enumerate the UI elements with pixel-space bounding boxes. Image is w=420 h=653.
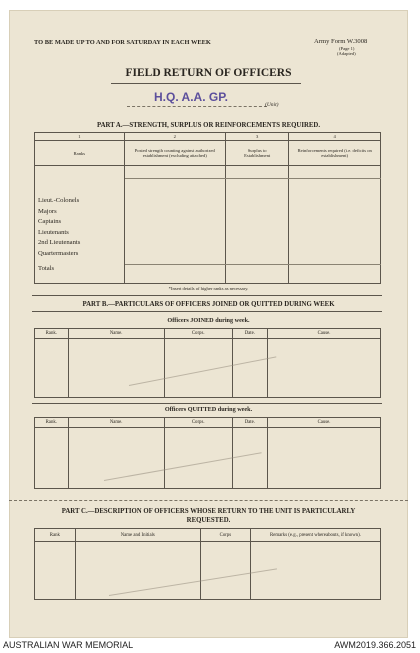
quitted-date-cell[interactable] <box>232 428 267 489</box>
col-num-2: 2 <box>124 133 225 141</box>
part-c-rank-cell[interactable] <box>35 542 76 600</box>
adapted-note: (Adapted) <box>337 51 356 56</box>
joined-col-cause: Cause. <box>268 329 381 339</box>
quitted-col-name: Name. <box>68 418 164 428</box>
col-header-posted: Posted strength counting against authorized establishment (excluding attached) <box>124 141 225 166</box>
part-a-heading: PART A.—STRENGTH, SURPLUS OR REINFORCEMENTS REQUIRED. <box>96 122 321 129</box>
part-a-footnote: *Insert details of higher ranks as necessary. <box>168 286 249 291</box>
rank-majors: Majors <box>38 207 57 215</box>
col-num-3: 3 <box>225 133 289 141</box>
joined-cause-cell[interactable] <box>268 339 381 398</box>
part-c-heading-line2: REQUESTED. <box>186 517 231 524</box>
quitted-col-cause: Cause. <box>268 418 381 428</box>
posted-strength-cell[interactable] <box>124 166 225 284</box>
part-b-heading: PART B.—PARTICULARS OF OFFICERS JOINED OR QUITTED DURING WEEK <box>82 301 335 308</box>
unit-label: (Unit) <box>265 102 279 108</box>
unit-stamp: H.Q. A.A. GP. <box>154 90 229 104</box>
joined-table <box>34 328 381 398</box>
rank-2nd-lieutenants: 2nd Lieutenants <box>38 239 81 246</box>
quitted-col-date: Date. <box>232 418 267 428</box>
totals-label: Totals <box>38 265 55 272</box>
quitted-col-rank: Rank. <box>35 418 69 428</box>
joined-col-date: Date. <box>232 329 267 339</box>
instruction-text: TO BE MADE UP TO AND FOR SATURDAY IN EACH WEEK <box>34 39 211 46</box>
part-c-table <box>34 528 381 600</box>
surplus-cell[interactable] <box>225 166 289 284</box>
part-c-col-remarks: Remarks (e.g., present whereabouts, if known). <box>250 529 380 542</box>
joined-col-rank: Rank. <box>35 329 69 339</box>
joined-date-cell[interactable] <box>232 339 267 398</box>
form-page <box>9 10 408 638</box>
joined-col-name: Name. <box>68 329 164 339</box>
reinforcements-cell[interactable] <box>289 166 381 284</box>
part-c-col-name: Name and Initials <box>75 529 200 542</box>
ranks-cell <box>35 166 125 284</box>
fold-line <box>9 500 408 501</box>
joined-rank-cell[interactable] <box>35 339 69 398</box>
part-c-col-rank: Rank <box>35 529 76 542</box>
quitted-cause-cell[interactable] <box>268 428 381 489</box>
quitted-col-corps: Corps. <box>164 418 232 428</box>
rank-lieut-colonels: Lieut.-Colonels <box>38 197 80 204</box>
joined-title: Officers JOINED during week. <box>167 317 250 324</box>
joined-name-cell[interactable] <box>68 339 164 398</box>
quitted-corps-cell[interactable] <box>164 428 232 489</box>
part-c-corps-cell[interactable] <box>200 542 250 600</box>
quitted-name-cell[interactable] <box>68 428 164 489</box>
joined-col-corps: Corps. <box>164 329 232 339</box>
part-c-col-corps: Corps <box>200 529 250 542</box>
rank-captains: Captains <box>38 218 62 225</box>
col-header-reinforcements: Reinforcements required (i.e. deficits on establishment) <box>289 141 381 166</box>
quitted-table <box>34 417 381 489</box>
quitted-title: Officers QUITTED during week. <box>164 406 253 413</box>
col-num-4: 4 <box>289 133 381 141</box>
page-title: FIELD RETURN OF OFFICERS <box>125 67 292 79</box>
col-num-1: 1 <box>35 133 125 141</box>
page-note: (Page 1) <box>339 46 355 51</box>
part-a-table <box>34 132 381 284</box>
col-header-ranks: Ranks <box>35 141 125 166</box>
footer-right: AWM2019.366.2051 <box>334 640 416 650</box>
joined-corps-cell[interactable] <box>164 339 232 398</box>
form-number: Army Form W.3008 <box>314 38 368 45</box>
rank-quartermasters: Quartermasters <box>38 249 79 257</box>
quitted-rank-cell[interactable] <box>35 428 69 489</box>
part-c-heading-line1: PART C.—DESCRIPTION OF OFFICERS WHOSE RETURN TO THE UNIT IS PARTICULARLY <box>61 508 356 515</box>
footer-left: AUSTRALIAN WAR MEMORIAL <box>3 640 134 650</box>
col-header-surplus: Surplus to Establishment <box>225 141 289 166</box>
rank-lieutenants: Lieutenants <box>38 228 69 236</box>
